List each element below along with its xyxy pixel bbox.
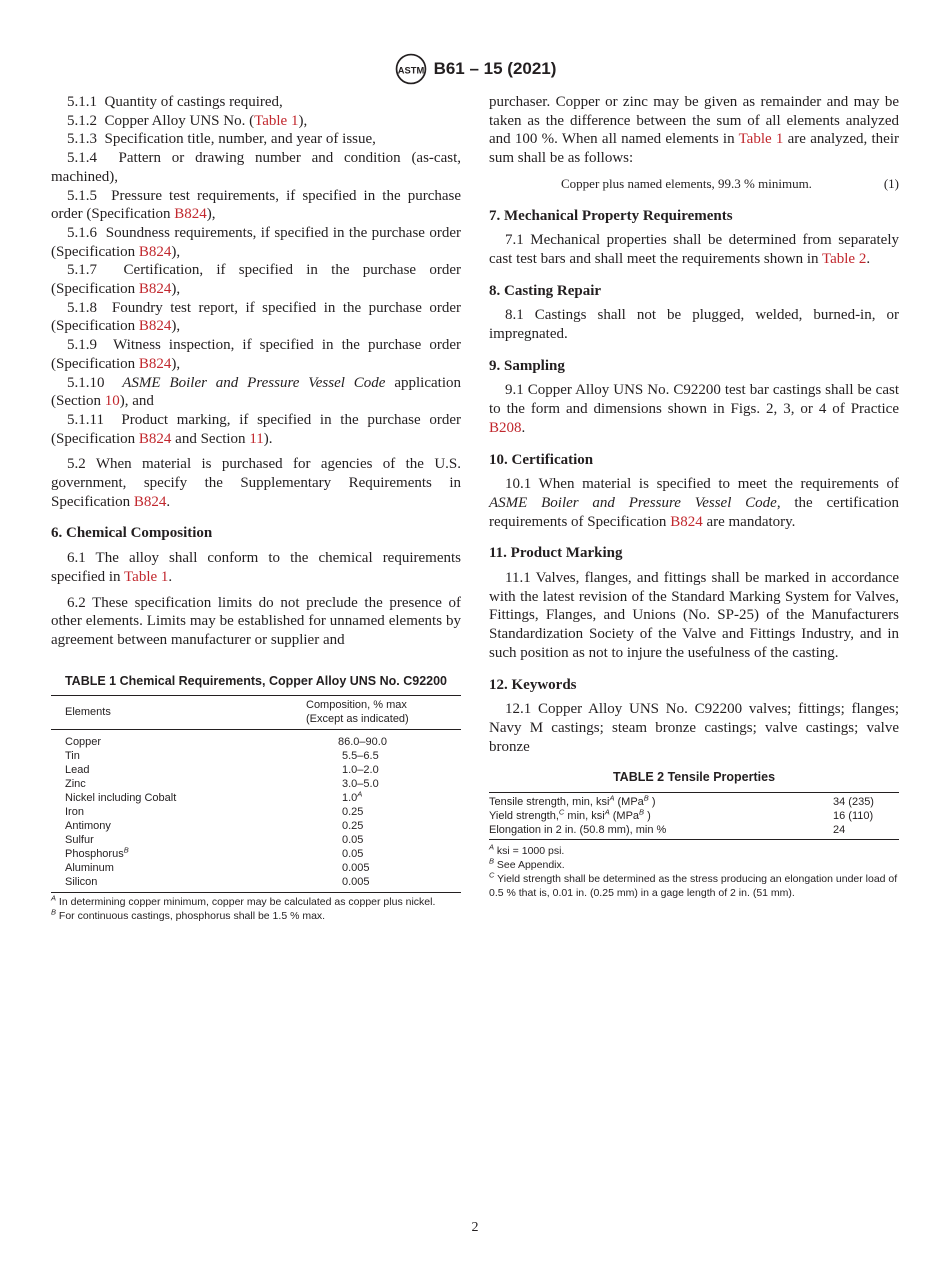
section-9-title: 9. Sampling bbox=[489, 357, 565, 374]
item-5-1-11: 5.1.11 Product marking, if specified in the purchase order (Specification B824 and Section 11). bbox=[51, 411, 461, 447]
table-2-link[interactable]: Table 2 bbox=[821, 250, 867, 267]
item-5-1-2: 5.1.2 Copper Alloy UNS No. (Table 1), bbox=[67, 112, 308, 129]
table-row: Tensile strength, min, ksi$^A$ (MPa$^B$ ) 34 (235) bbox=[489, 793, 874, 809]
table-1-link[interactable]: Table 1 bbox=[254, 112, 299, 129]
section-10-link[interactable]: 10 bbox=[104, 393, 120, 410]
table-row: Sulfur 0.05 bbox=[65, 834, 364, 847]
table-1-title: TABLE 1 Chemical Requirements, Copper Alloy UNS No. C92200 bbox=[64, 673, 448, 688]
footnote: $^A$ ksi = 1000 psi. bbox=[489, 842, 565, 858]
b824-link[interactable]: B824 bbox=[133, 493, 167, 510]
item-5-1-4: 5.1.4 Pattern or drawing number and condition (as-cast, machined), bbox=[51, 150, 461, 185]
item-5-1-8: 5.1.8 Foundry test report, if specified in the purchase order (Specification B824), bbox=[51, 299, 462, 335]
section-12-title: 12. Keywords bbox=[489, 676, 577, 693]
item-5-1-3: 5.1.3 Specification title, number, and year of issue, bbox=[67, 131, 376, 148]
table-row: Aluminum 0.005 bbox=[65, 862, 370, 875]
item-5-1-10: 5.1.10 ASME Boiler and Pressure Vessel Code application (Section 10), and bbox=[51, 374, 461, 410]
para-12-1: 12.1 Copper Alloy UNS No. C92200 valves; fittings; flanges; Navy M castings; steam bronze castings; valve castings; valve bronze bbox=[489, 701, 899, 755]
page-header bbox=[0, 52, 950, 86]
footnote: $^B$ See Appendix. bbox=[489, 856, 565, 872]
section-7-title: 7. Mechanical Property Requirements bbox=[489, 207, 733, 224]
footnote: $^A$ In determining copper minimum, copper may be calculated as copper plus nickel. bbox=[51, 893, 436, 909]
item-5-1-1: 5.1.1 Quantity of castings required, bbox=[67, 94, 283, 110]
table-row: Silicon 0.005 bbox=[51, 875, 461, 893]
para-5-2: 5.2 When material is purchased for agencies of the U.S. government, specify the Supplementary Requirements in Specification B824. bbox=[51, 456, 461, 510]
table-row: Yield strength,$^C$ min, ksi$^A$ (MPa$^B$ ) 16 (110) bbox=[489, 807, 874, 823]
table-row: Iron 0.25 bbox=[65, 806, 364, 819]
footnote: $^B$ For continuous castings, phosphorus shall be 1.5 % max. bbox=[51, 907, 326, 923]
item-5-1-5: 5.1.5 Pressure test requirements, if specified in the purchase order (Specification B824), bbox=[51, 187, 461, 223]
b824-link[interactable]: B824 bbox=[670, 513, 703, 530]
section-11-title: 11. Product Marking bbox=[489, 545, 623, 562]
b824-link[interactable]: B824 bbox=[138, 355, 172, 372]
table-row: Tin 5.5–6.5 bbox=[65, 750, 379, 763]
para-6-2: 6.2 These specification limits do not preclude the presence of other elements. Limits may be established for unnamed elements by agreement between manufacturer or supplier and bbox=[51, 594, 461, 648]
b824-link[interactable]: B824 bbox=[138, 243, 172, 260]
item-5-1-9: 5.1.9 Witness inspection, if specified in the purchase order (Specification B824), bbox=[51, 337, 461, 372]
b824-link[interactable]: B824 bbox=[138, 430, 172, 447]
table-row: Copper 86.0–90.0 bbox=[65, 736, 387, 749]
para-7-1: 7.1 Mechanical properties shall be determined from separately cast test bars and shall meet the requirements shown in Table 2. bbox=[489, 232, 899, 267]
equation-1: Copper plus named elements, 99.3 % minimum. (1) bbox=[561, 175, 899, 191]
b824-link[interactable]: B824 bbox=[138, 281, 172, 298]
table-header: Elements bbox=[51, 696, 306, 730]
footnote: $^C$ Yield strength shall be determined as the stress producing an elongation under load of 0.5 % that is, 0.01 in. (0.25 mm) in a gage length of 2 in. (51 mm). bbox=[489, 870, 898, 900]
left-column bbox=[51, 93, 461, 923]
table-header: Composition, % max (Except as indicated) bbox=[306, 696, 461, 730]
table-row: Elongation in 2 in. (50.8 mm), min % 24 bbox=[489, 824, 846, 837]
table-row: Nickel including Cobalt $1.0^A$ bbox=[65, 789, 363, 805]
page-number: 2 bbox=[471, 1220, 479, 1235]
para-9-1: 9.1 Copper Alloy UNS No. C92200 test bar castings shall be cast to the form and dimensions shown in Figs. 2, 3, or 4 of Practice B208. bbox=[489, 382, 899, 436]
section-8-title: 8. Casting Repair bbox=[489, 282, 602, 299]
table-2-title: TABLE 2 Tensile Properties bbox=[612, 770, 776, 785]
svg-text:ASTM: ASTM bbox=[397, 65, 424, 76]
para-8-1: 8.1 Castings shall not be plugged, welded, burned-in, or impregnated. bbox=[489, 307, 899, 343]
table-row: Lead 1.0–2.0 bbox=[65, 764, 379, 777]
section-11-link[interactable]: 11 bbox=[249, 430, 264, 447]
para-6-2-continued: purchaser. Copper or zinc may be given as remainder and may be taken as the difference between the sum of all elements analyzed and 100 %. When all named elements in Table 1 are analyzed, their sum shall be as follows: bbox=[489, 94, 899, 167]
table-row: Phosphorus$^B$ 0.05 bbox=[65, 845, 364, 861]
table-2 bbox=[489, 792, 899, 840]
para-10-1: 10.1 When material is specified to meet the requirements of ASME Boiler and Pressure Vessel Code, the certification requirements of Specification B824 are mandatory. bbox=[489, 476, 899, 530]
table-row: Zinc 3.0–5.0 bbox=[65, 778, 379, 791]
table-1-link[interactable]: Table 1 bbox=[124, 568, 169, 585]
table-row: Antimony 0.25 bbox=[65, 820, 364, 833]
document-id: B61 – 15 (2021) bbox=[433, 59, 557, 78]
astm-logo-icon bbox=[394, 52, 428, 86]
right-column bbox=[489, 93, 899, 900]
table-1-footnotes bbox=[51, 895, 461, 923]
table-2-footnotes bbox=[489, 844, 899, 900]
item-5-1-7: 5.1.7 Certification, if specified in the purchase order (Specification B824), bbox=[51, 262, 461, 298]
para-6-1: 6.1 The alloy shall conform to the chemical requirements specified in Table 1. bbox=[51, 550, 461, 585]
b208-link[interactable]: B208 bbox=[489, 419, 522, 436]
section-10-title: 10. Certification bbox=[489, 451, 594, 468]
item-5-1-6: 5.1.6 Soundness requirements, if specified in the purchase order (Specification B824), bbox=[51, 224, 461, 260]
section-6-title: 6. Chemical Composition bbox=[51, 525, 213, 542]
b824-link[interactable]: B824 bbox=[138, 318, 172, 335]
b824-link[interactable]: B824 bbox=[174, 206, 207, 223]
table-1-link[interactable]: Table 1 bbox=[738, 131, 784, 148]
para-11-1: 11.1 Valves, flanges, and fittings shall be marked in accordance with the latest revision of the Standard Marking System for Valves, Fittings, Flanges, and Unions (No. SP-25) of the Manufacturers Standardization Society of the Valve and Fittings Industry, and in such position as not to injure the usefulness of the casting. bbox=[489, 570, 899, 661]
table-1 bbox=[51, 695, 461, 893]
